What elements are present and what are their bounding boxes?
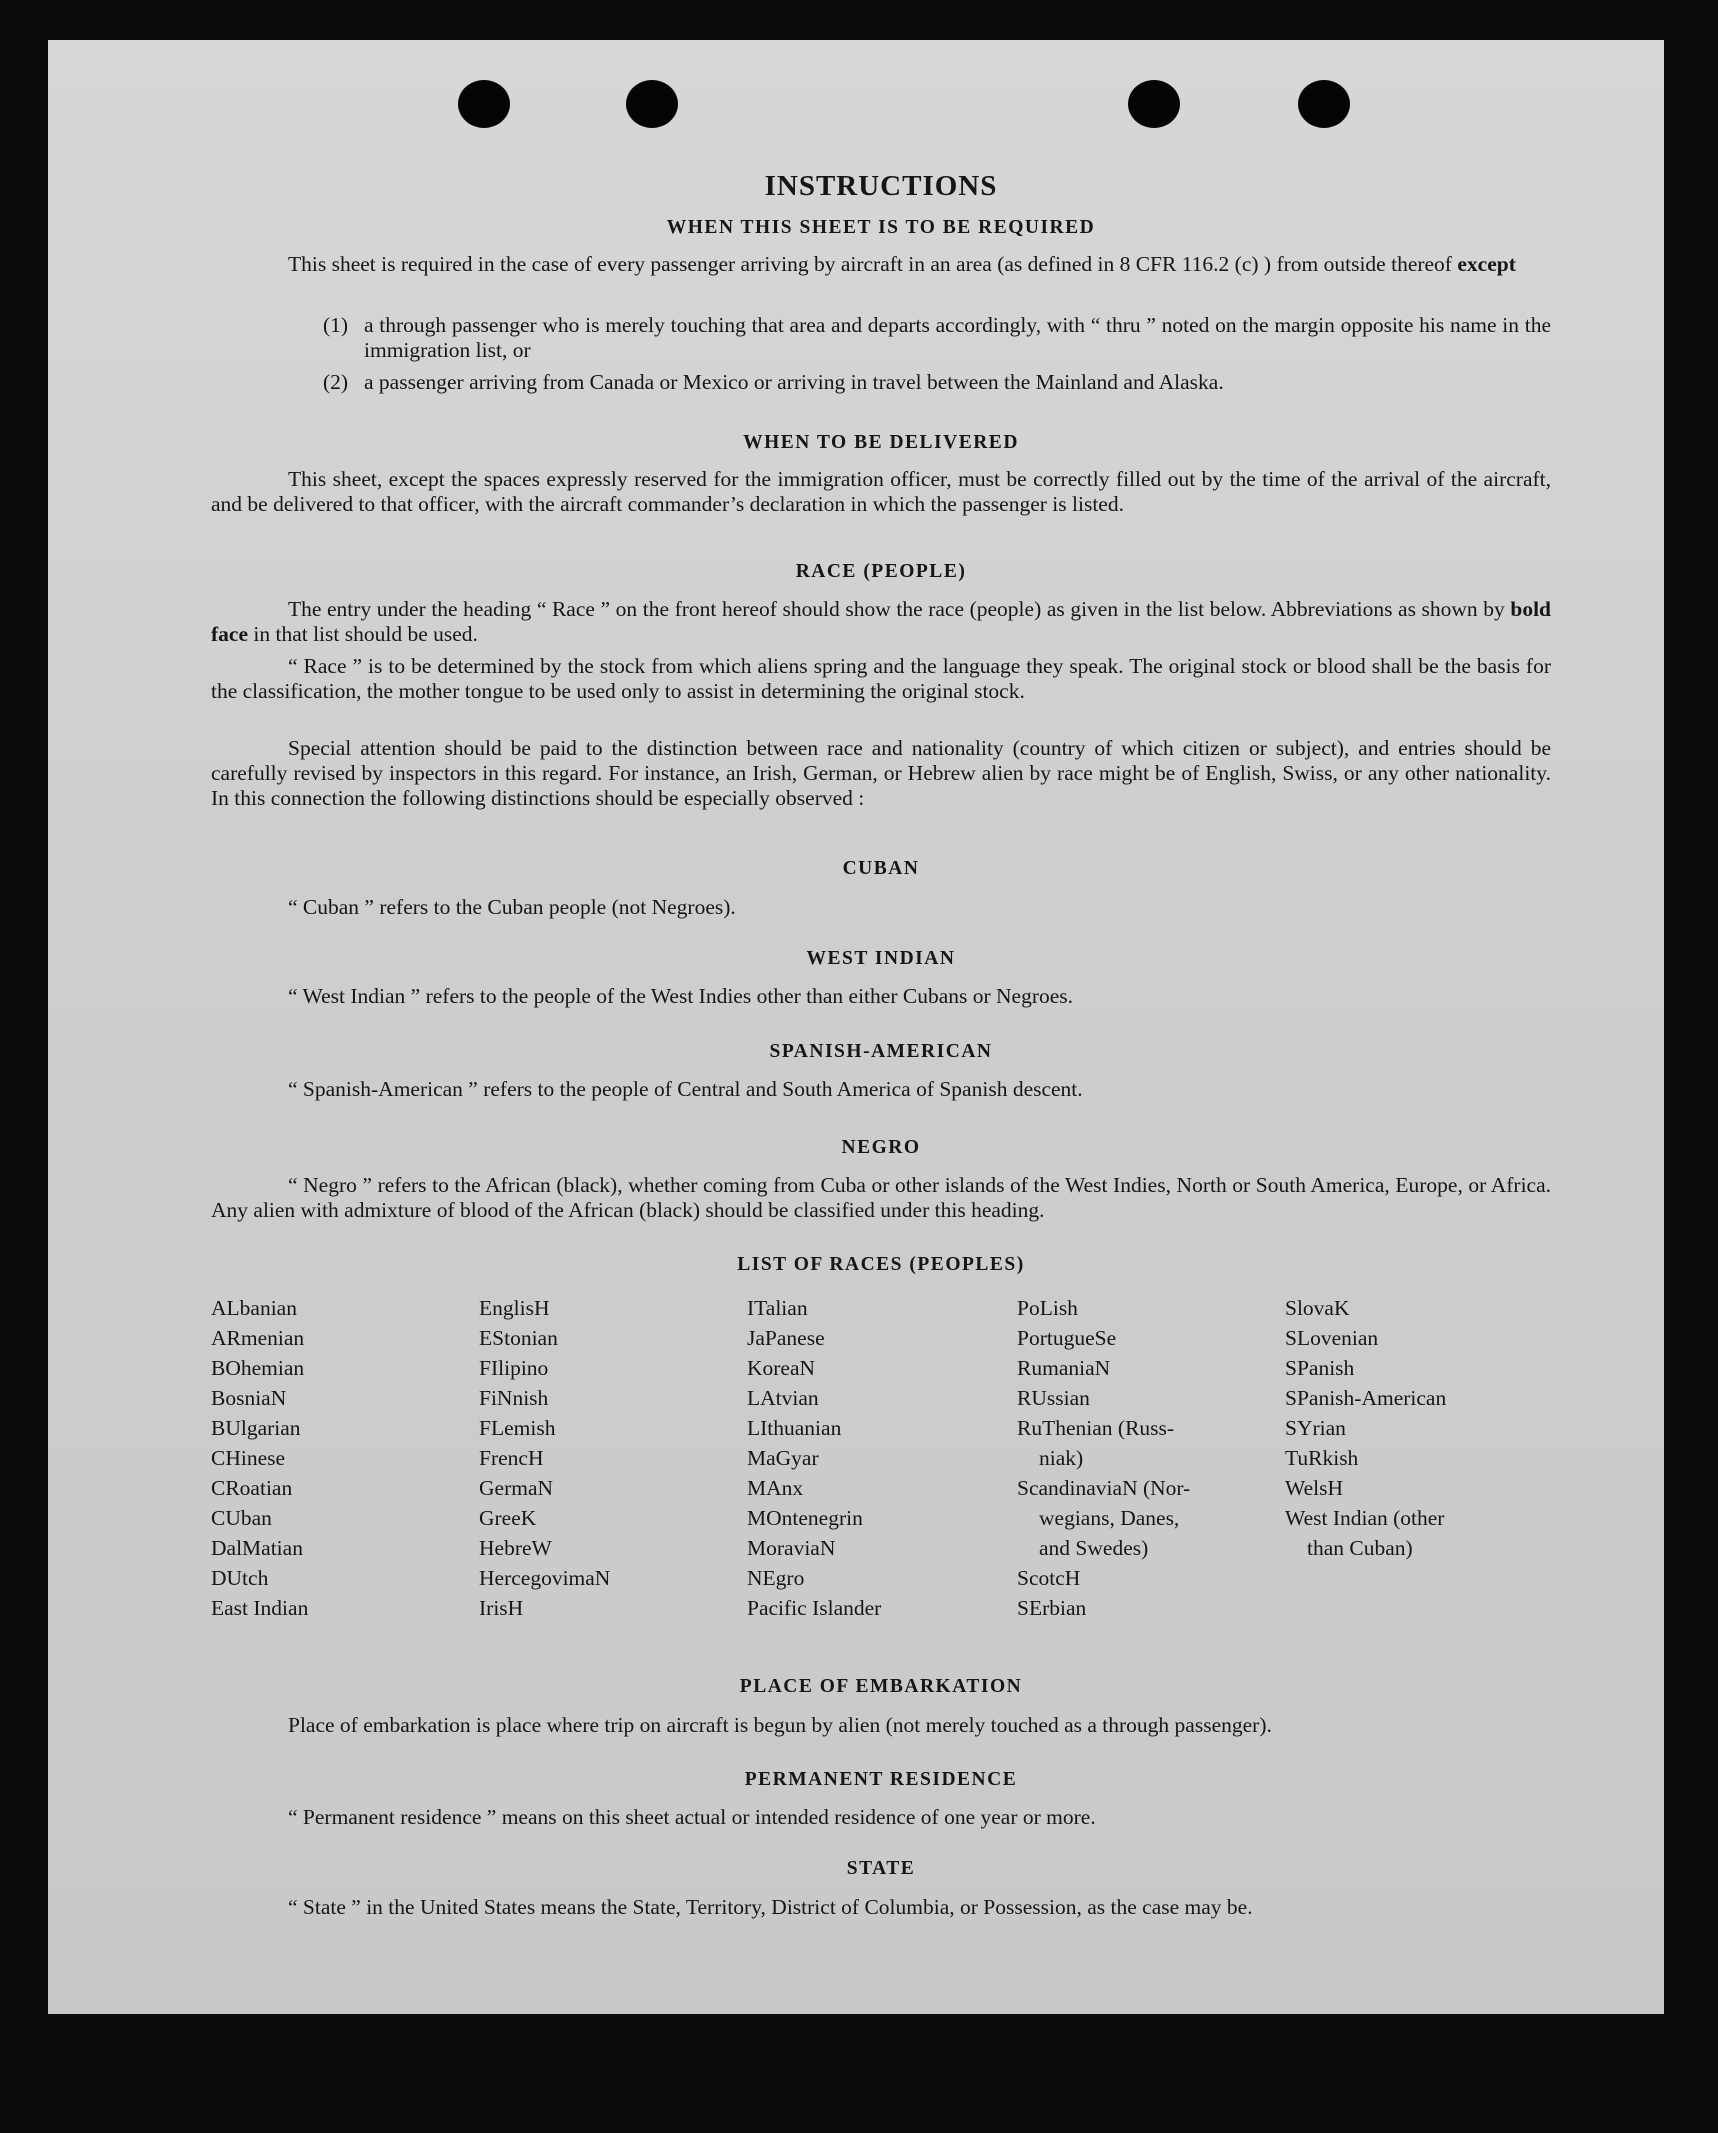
heading-spanish-american: SPANISH-AMERICAN bbox=[769, 1041, 993, 1062]
race-column-4 bbox=[1017, 1293, 1190, 1623]
race-column-1 bbox=[211, 1293, 308, 1623]
state-text: “ State ” in the United States means the State, Territory, District of Columbia, or Possession, as the case may be. bbox=[288, 1895, 1253, 1919]
race-entry: BOhemian bbox=[211, 1356, 305, 1380]
race-entry: niak) bbox=[1039, 1446, 1084, 1470]
race-paragraph-2: “ Race ” is to be determined by the stock from which aliens spring and the language they speak. The original stock or blood shall be the basis for the classification, the mother tongue to be used only to assist in determining the original stock. bbox=[211, 654, 1551, 703]
race-entry: HebreW bbox=[479, 1536, 552, 1560]
race-entry: ScandinaviaN (Nor- bbox=[1017, 1476, 1191, 1500]
race-entry: FrencH bbox=[479, 1446, 544, 1470]
heading-cuban: CUBAN bbox=[842, 858, 920, 879]
race-entry: DUtch bbox=[211, 1566, 269, 1590]
heading-list-of-races: LIST OF RACES (PEOPLES) bbox=[737, 1254, 1025, 1275]
punch-hole bbox=[1128, 80, 1180, 128]
exception-text: a through passenger who is merely touching that area and departs accordingly, with “ thru ” noted on the margin opposite his name in the immigration list, or bbox=[364, 313, 1551, 362]
race-entry: FLemish bbox=[479, 1416, 556, 1440]
punch-hole bbox=[626, 80, 678, 128]
race-entry: MAnx bbox=[747, 1476, 804, 1500]
race-entry: than Cuban) bbox=[1307, 1536, 1413, 1560]
embarkation-text: Place of embarkation is place where trip on aircraft is begun by alien (not merely touched as a through passenger). bbox=[288, 1713, 1272, 1737]
race-column-5 bbox=[1285, 1293, 1446, 1563]
race-entry: RumaniaN bbox=[1017, 1356, 1111, 1380]
race-entry: EnglisH bbox=[479, 1296, 550, 1320]
heading-west-indian: WEST INDIAN bbox=[806, 948, 956, 969]
exception-text: a passenger arriving from Canada or Mexico or arriving in travel between the Mainland and Alaska. bbox=[364, 370, 1224, 394]
cuban-text: “ Cuban ” refers to the Cuban people (not Negroes). bbox=[288, 895, 736, 919]
race-entry: CHinese bbox=[211, 1446, 286, 1470]
race-entry: SErbian bbox=[1017, 1596, 1087, 1620]
race-entry: MoraviaN bbox=[747, 1536, 836, 1560]
race-entry: TuRkish bbox=[1285, 1446, 1359, 1470]
when-delivered-text: This sheet, except the spaces expressly reserved for the immigration officer, must be correctly filled out by the time of the arrival of the aircraft, and be delivered to that officer, with the aircraft commander’s declaration in which the passenger is listed. bbox=[211, 467, 1551, 516]
race-column-2 bbox=[479, 1293, 610, 1623]
west-indian-text: “ West Indian ” refers to the people of the West Indies other than either Cubans or Negroes. bbox=[288, 984, 1074, 1008]
punch-hole bbox=[1298, 80, 1350, 128]
race-entry: East Indian bbox=[211, 1596, 309, 1620]
heading-negro: NEGRO bbox=[841, 1137, 921, 1158]
race-entry: ARmenian bbox=[211, 1326, 305, 1350]
race-entry: ScotcH bbox=[1017, 1566, 1081, 1590]
exception-item-2 bbox=[323, 370, 1551, 395]
race-entry: ITalian bbox=[747, 1296, 808, 1320]
race-entry: SPanish-American bbox=[1285, 1386, 1447, 1410]
race-entry: NEgro bbox=[747, 1566, 805, 1590]
race-entry: PoLish bbox=[1017, 1296, 1078, 1320]
race-column-3 bbox=[747, 1293, 881, 1623]
race-paragraph-1: The entry under the heading “ Race ” on the front hereof should show the race (people) as given in the list below. Abbreviations as shown by bold face in that list should be used. bbox=[211, 597, 1551, 646]
when-required-text: This sheet is required in the case of every passenger arriving by aircraft in an area (as defined in 8 CFR 116.2 (c) ) from outside thereof except bbox=[288, 252, 1516, 276]
race-entry: RUssian bbox=[1017, 1386, 1090, 1410]
race-entry: SYrian bbox=[1285, 1416, 1346, 1440]
heading-when-delivered: WHEN TO BE DELIVERED bbox=[743, 432, 1019, 453]
race-entry: SPanish bbox=[1285, 1356, 1355, 1380]
negro-text: “ Negro ” refers to the African (black), whether coming from Cuba or other islands of the West Indies, North or South America, Europe, or Africa. Any alien with admixture of blood of the African (black) should be classified under this heading. bbox=[211, 1173, 1551, 1222]
heading-when-required: WHEN THIS SHEET IS TO BE REQUIRED bbox=[666, 217, 1096, 238]
race-entry: IrisH bbox=[479, 1596, 524, 1620]
document-sheet bbox=[48, 40, 1664, 2014]
permanent-residence-text: “ Permanent residence ” means on this sheet actual or intended residence of one year or more. bbox=[288, 1805, 1096, 1829]
race-entry: FiNnish bbox=[479, 1386, 549, 1410]
race-entry: ALbanian bbox=[211, 1296, 297, 1320]
race-entry: CUban bbox=[211, 1506, 272, 1530]
punch-hole bbox=[458, 80, 510, 128]
race-entry: GermaN bbox=[479, 1476, 554, 1500]
race-entry: FIlipino bbox=[479, 1356, 549, 1380]
race-entry: JaPanese bbox=[747, 1326, 825, 1350]
race-entry: CRoatian bbox=[211, 1476, 293, 1500]
race-paragraph-3: Special attention should be paid to the distinction between race and nationality (country of which citizen or subject), and entries should be carefully revised by inspectors in this regard. For instance, an Irish, German, or Hebrew alien by race might be of English, Swiss, or any other nationality. In this connection the following distinctions should be especially observed : bbox=[211, 736, 1551, 810]
race-entry: RuThenian (Russ- bbox=[1017, 1416, 1175, 1440]
spanish-american-text: “ Spanish-American ” refers to the people of Central and South America of Spanish descent. bbox=[288, 1077, 1083, 1101]
race-entry: BUlgarian bbox=[211, 1416, 301, 1440]
heading-permanent-residence: PERMANENT RESIDENCE bbox=[744, 1769, 1018, 1790]
page-title: INSTRUCTIONS bbox=[764, 170, 998, 202]
race-entry: WelsH bbox=[1285, 1476, 1343, 1500]
heading-state: STATE bbox=[846, 1858, 916, 1879]
race-entry: MOntenegrin bbox=[747, 1506, 863, 1530]
exception-item-1 bbox=[323, 313, 1551, 363]
race-entry: SLovenian bbox=[1285, 1326, 1379, 1350]
race-entry: EStonian bbox=[479, 1326, 558, 1350]
race-entry: wegians, Danes, bbox=[1039, 1506, 1180, 1530]
race-entry: West Indian (other bbox=[1285, 1506, 1445, 1530]
heading-embarkation: PLACE OF EMBARKATION bbox=[739, 1676, 1023, 1697]
race-entry: PortugueSe bbox=[1017, 1326, 1117, 1350]
race-entry: HercegovimaN bbox=[479, 1566, 611, 1590]
exception-number: (2) bbox=[323, 370, 349, 394]
race-entry: LAtvian bbox=[747, 1386, 819, 1410]
race-entry: and Swedes) bbox=[1039, 1536, 1149, 1560]
race-entry: BosniaN bbox=[211, 1386, 287, 1410]
race-entry: SlovaK bbox=[1285, 1296, 1350, 1320]
race-entry: KoreaN bbox=[747, 1356, 816, 1380]
race-entry: DalMatian bbox=[211, 1536, 303, 1560]
race-entry: MaGyar bbox=[747, 1446, 819, 1470]
heading-race: RACE (PEOPLE) bbox=[795, 561, 967, 582]
race-entry: GreeK bbox=[479, 1506, 537, 1530]
race-entry: LIthuanian bbox=[747, 1416, 842, 1440]
exception-number: (1) bbox=[323, 313, 349, 337]
race-entry: Pacific Islander bbox=[747, 1596, 882, 1620]
